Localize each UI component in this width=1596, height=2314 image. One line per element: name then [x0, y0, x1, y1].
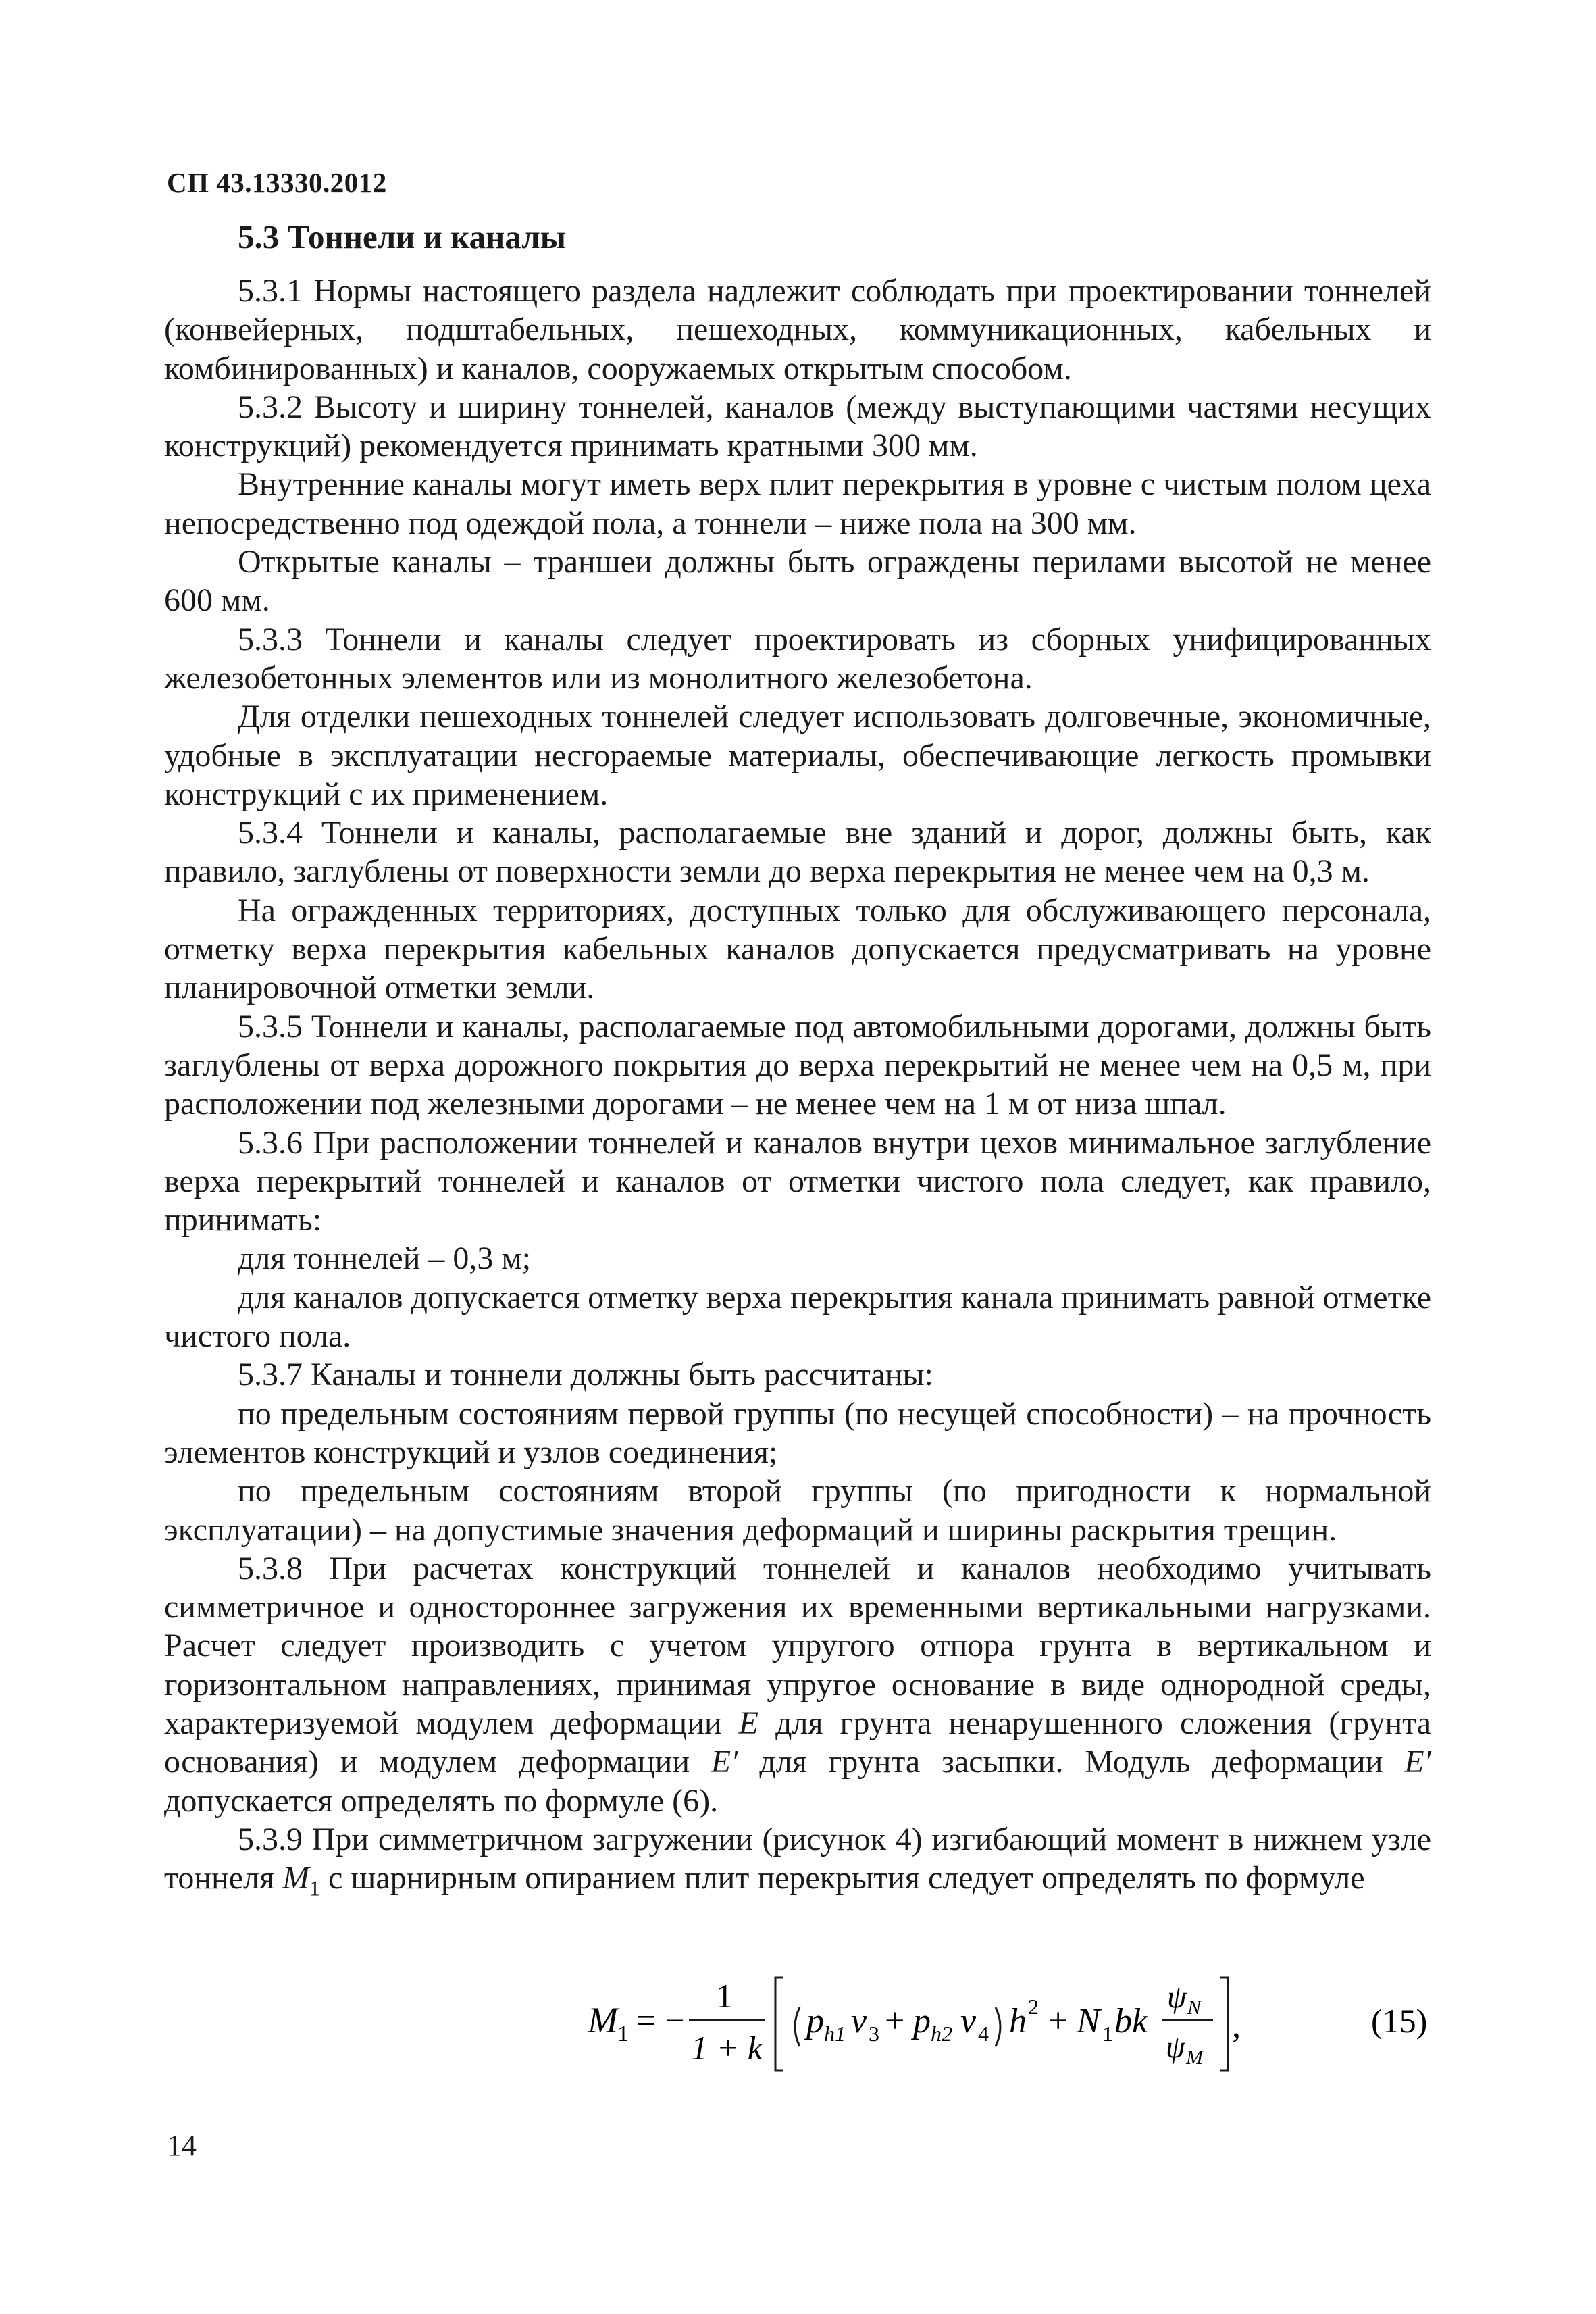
paragraph-5-3-1: 5.3.1 Нормы настоящего раздела надлежит соблюдать при проектировании тоннелей (конвейерных, подштабельных, пешеходных, коммуникационных, кабельных и комбинированных) и каналов, сооружаемых открытым способом. — [164, 273, 1431, 386]
variable-e: E — [738, 1705, 758, 1741]
paragraph-5-3-4: 5.3.4 Тоннели и каналы, располагаемые вне зданий и дорог, должны быть, как правило, заглублены от поверхности земли до верха перекрытия не менее чем на 0,3 м. — [164, 815, 1431, 890]
formula-h-sup: 2 — [1028, 1994, 1039, 2019]
paragraph-5-3-8: 5.3.8 При расчетах конструкций тоннелей и каналов необходимо учитывать симметричное и одностороннее загружения их временными вертикальными нагрузками. Расчет следует производить с учетом упругого отпора грунта в вертикальном и горизонтальном направлениях, принимая упругое основание в виде однородной среды, характеризуемой модулем деформации E для грунта ненарушенного сложения (грунта основания) и модулем деформации E′ для грунта засыпки. Модуль деформации E′ допускается определять по формуле (6). — [164, 1550, 1432, 1819]
formula-lhs-sub: 1 — [617, 2021, 629, 2046]
formula-p1-sub: h1 — [824, 2021, 846, 2046]
formula-n-sub: 1 — [1102, 2021, 1113, 2046]
paragraph-open-channels: Открытые каналы – траншеи должны быть ограждены перилами высотой не менее 600 мм. — [164, 544, 1431, 619]
formula-lhs: M — [588, 2000, 618, 2040]
paragraph-5-3-9: 5.3.9 При симметричном загружении (рисунок 4) изгибающий момент в нижнем узле тоннеля $M_1$ с шарнирным опиранием плит перекрытия следует определять по формуле — [164, 1821, 1431, 1901]
variable-m: M — [282, 1860, 310, 1896]
formula-15 — [581, 1963, 1432, 2084]
formula-p1: p — [806, 2002, 824, 2040]
equation-number: (15) — [1371, 2002, 1428, 2040]
paragraph-5-3-3: 5.3.3 Тоннели и каналы следует проектировать из сборных унифицированных железобетонных элементов или из монолитного железобетона. — [164, 621, 1431, 696]
body-text — [164, 272, 1431, 1908]
formula-equals-minus: = − — [636, 2002, 685, 2040]
formula-frac-num: 1 — [716, 1977, 733, 2015]
paragraph-5-3-2: 5.3.2 Высоту и ширину тоннелей, каналов (между выступающими частями несущих конструкций) рекомендуется принимать кратными 300 мм. — [164, 388, 1431, 464]
paragraph-first-group: по предельным состояниям первой группы (по несущей способности) – на прочность элементов конструкций и узлов соединения; — [164, 1395, 1431, 1470]
formula-psi-n-sub: N — [1187, 1996, 1202, 2019]
right-bracket — [1220, 1978, 1228, 2071]
right-paren — [996, 2007, 1000, 2046]
formula-psi-n: ψ — [1167, 1980, 1187, 2014]
formula-n: N — [1077, 2002, 1100, 2040]
paragraph-tunnels-depth: для тоннелей – 0,3 м; — [238, 1240, 532, 1277]
formula-plus-2: + — [1048, 2002, 1069, 2040]
variable-e-prime: E′ — [711, 1744, 738, 1780]
paragraph-internal-channels: Внутренние каналы могут иметь верх плит перекрытия в уровне с чистым полом цеха непосредственно под одеждой пола, а тоннели – ниже пола на 300 мм. — [164, 466, 1431, 541]
paragraph-5-3-7: 5.3.7 Каналы и тоннели должны быть рассчитаны: — [238, 1357, 933, 1393]
formula-bk: bk — [1114, 2002, 1148, 2040]
formula-plus: + — [885, 2002, 905, 2040]
paragraph-fenced-areas: На огражденных территориях, доступных только для обслуживающего персонала, отметку верха перекрытия кабельных каналов допускается предусматривать на уровне планировочной отметки земли. — [164, 892, 1431, 1006]
formula-nu3-sub: 3 — [869, 2021, 879, 2046]
section-title: 5.3 Тоннели и каналы — [238, 218, 567, 255]
formula-p2: p — [913, 2002, 931, 2040]
formula-psi-m-sub: M — [1186, 2046, 1203, 2069]
paragraph-5-3-5: 5.3.5 Тоннели и каналы, располагаемые под автомобильными дорогами, должны быть заглублены от верха дорожного покрытия до верха перекрытий не менее чем на 0,5 м, при расположении под железными дорогами – не менее чем на 1 м от низа шпал. — [164, 1008, 1431, 1122]
document-code: СП 43.13330.2012 — [167, 167, 387, 198]
formula-frac-den: 1 + k — [691, 2029, 763, 2067]
paragraph-channels-depth: для каналов допускается отметку верха перекрытия канала принимать равной отметке чистого пола. — [164, 1279, 1431, 1355]
variable-e-prime: E′ — [1404, 1744, 1432, 1780]
formula-nu4: ν — [960, 2002, 977, 2040]
formula-h: h — [1009, 2002, 1027, 2040]
left-paren — [795, 2007, 800, 2046]
page-number: 14 — [167, 2129, 197, 2162]
formula-trailing-comma: , — [1232, 2007, 1241, 2045]
formula-nu3: ν — [851, 2002, 867, 2040]
paragraph-finishing: Для отделки пешеходных тоннелей следует использовать долговечные, экономичные, удобные в эксплуатации несгораемые материалы, обеспечивающие легкость промывки конструкций с их применением. — [164, 699, 1431, 812]
formula-nu4-sub: 4 — [978, 2021, 989, 2046]
formula-psi-m: ψ — [1166, 2030, 1185, 2064]
left-bracket — [775, 1978, 783, 2071]
paragraph-5-3-6: 5.3.6 При расположении тоннелей и каналов внутри цехов минимальное заглубление верха перекрытий тоннелей и каналов от отметки чистого пола следует, как правило, принимать: — [164, 1124, 1431, 1238]
paragraph-second-group: по предельным состояниям второй группы (по пригодности к нормальной эксплуатации) – на допустимые значения деформаций и ширины раскрытия трещин. — [164, 1473, 1431, 1548]
formula-p2-sub: h2 — [931, 2021, 952, 2046]
